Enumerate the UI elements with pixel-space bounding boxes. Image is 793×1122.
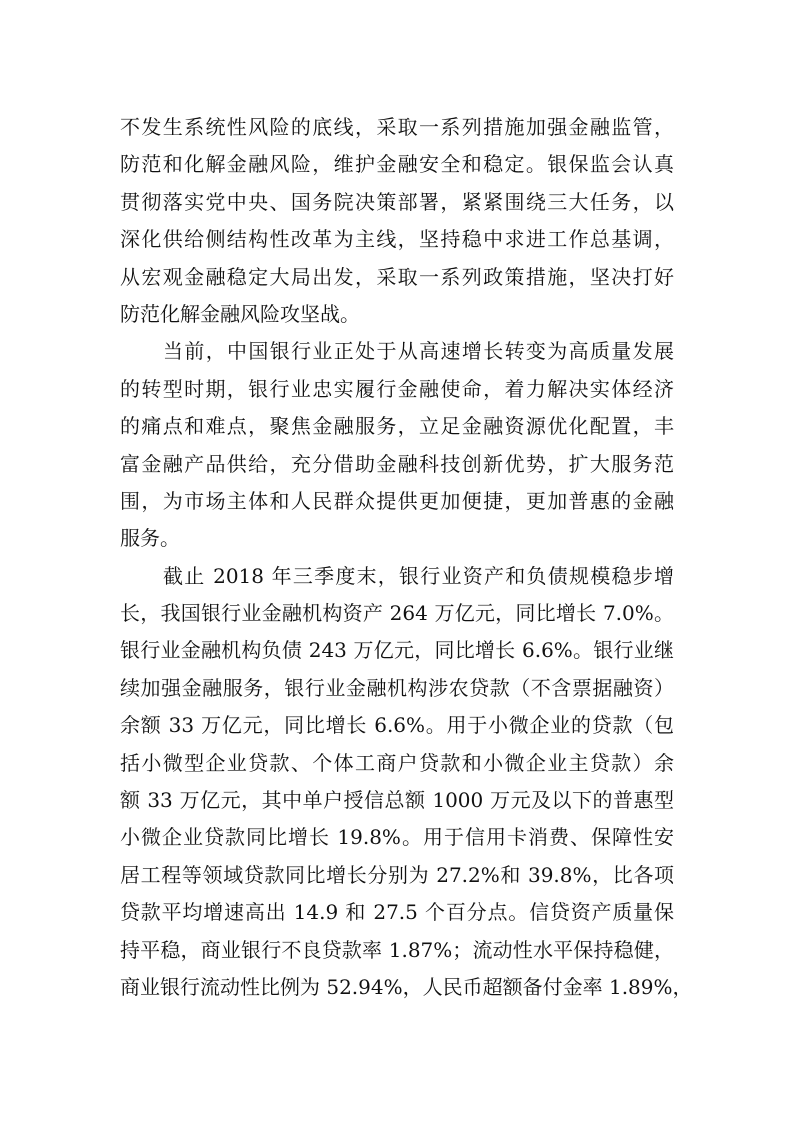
text-line: 防范化解金融风险攻坚战。 xyxy=(120,301,360,326)
text-line: 长，我国银行业金融机构资产 264 万亿元，同比增长 7.0%。 xyxy=(120,601,674,626)
text-line: 额 33 万亿元，其中单户授信总额 1000 万元及以下的普惠型 xyxy=(120,788,674,813)
text-line: 从宏观金融稳定大局出发，采取一系列政策措施，坚决打好 xyxy=(120,264,674,289)
text-line: 富金融产品供给，充分借助金融科技创新优势，扩大服务范 xyxy=(120,451,674,476)
text-line: 银行业金融机构负债 243 万亿元，同比增长 6.6%。银行业继 xyxy=(120,638,674,663)
text-line: 的转型时期，银行业忠实履行金融使命，着力解决实体经济 xyxy=(120,376,674,401)
document-page xyxy=(120,109,693,1006)
text-line: 小微企业贷款同比增长 19.8%。用于信用卡消费、保障性安 xyxy=(120,825,674,850)
text-line: 居工程等领域贷款同比增长分别为 27.2%和 39.8%，比各项 xyxy=(120,862,674,887)
text-line: 的痛点和难点，聚焦金融服务，立足金融资源优化配置，丰 xyxy=(120,414,674,439)
text-line: 防范和化解金融风险，维护金融安全和稳定。银保监会认真 xyxy=(120,152,674,177)
text-line: 余额 33 万亿元，同比增长 6.6%。用于小微企业的贷款（包 xyxy=(120,713,674,738)
text-line: 截止 2018 年三季度末，银行业资产和负债规模稳步增 xyxy=(163,563,674,588)
paragraph-2 xyxy=(120,333,674,557)
text-line: 括小微型企业贷款、个体工商户贷款和小微企业主贷款）余 xyxy=(120,750,674,775)
paragraph-3 xyxy=(120,558,693,1007)
text-line: 续加强金融服务，银行业金融机构涉农贷款（不含票据融资） xyxy=(120,675,674,700)
text-line: 商业银行流动性比例为 52.94%，人民币超额备付金率 1.89%， xyxy=(120,974,693,999)
text-line: 不发生系统性风险的底线，采取一系列措施加强金融监管， xyxy=(120,115,674,139)
paragraph-1 xyxy=(120,109,674,333)
text-line: 贯彻落实党中央、国务院决策部署，紧紧围绕三大任务，以 xyxy=(120,189,674,214)
text-line: 贷款平均增速高出 14.9 和 27.5 个百分点。信贷资产质量保 xyxy=(120,900,674,925)
text-line: 当前，中国银行业正处于从高速增长转变为高质量发展 xyxy=(163,339,674,364)
text-line: 围，为市场主体和人民群众提供更加便捷，更加普惠的金融 xyxy=(120,488,674,513)
text-line: 持平稳，商业银行不良贷款率 1.87%；流动性水平保持稳健， xyxy=(120,937,674,962)
text-line: 服务。 xyxy=(120,526,180,551)
text-line: 深化供给侧结构性改革为主线，坚持稳中求进工作总基调， xyxy=(120,227,674,252)
